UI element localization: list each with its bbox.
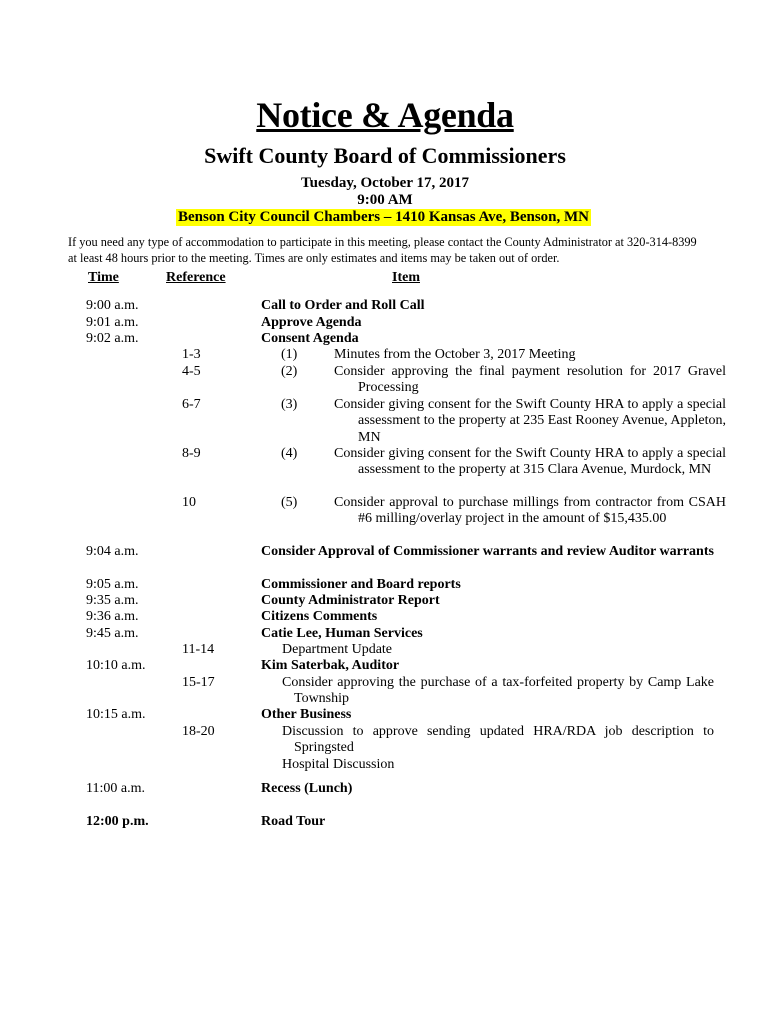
subitem-text: Department Update (282, 642, 393, 657)
meeting-location: Benson City Council Chambers – 1410 Kansas Ave, Benson, MN (178, 209, 590, 225)
agenda-time: 10:10 a.m. (86, 658, 146, 673)
reference-pages: 4-5 (182, 364, 201, 379)
reference-pages: 18-20 (182, 724, 215, 739)
column-header-item: Item (392, 270, 420, 285)
subitem-text: Consider giving consent for the Swift County HRA to apply a special assessment to the property at 315 Clara Avenue, Murdock, MN (334, 446, 726, 478)
subitem-text: Consider giving consent for the Swift County HRA to apply a special assessment to the property at 235 East Rooney Avenue, Appleton, MN (334, 397, 726, 445)
agenda-item: Citizens Comments (261, 609, 378, 624)
agenda-item: Call to Order and Roll Call (261, 298, 425, 313)
subitem-text: Hospital Discussion (282, 757, 395, 772)
reference-pages: 10 (182, 495, 196, 510)
board-name: Swift County Board of Commissioners (204, 143, 566, 168)
column-header-time: Time (88, 270, 119, 285)
subitem-text: Consider approval to purchase millings from contractor from CSAH #6 milling/overlay project in the amount of $15,435.00 (334, 495, 726, 527)
subitem-number: (1) (281, 347, 298, 362)
reference-pages: 15-17 (182, 675, 215, 690)
agenda-time: 12:00 p.m. (86, 814, 149, 829)
agenda-time: 9:36 a.m. (86, 609, 139, 624)
agenda-time: 9:05 a.m. (86, 577, 139, 592)
accommodation-notice: If you need any type of accommodation to participate in this meeting, please contact the County Administrator at 320-314-8399 at least 48 hours prior to the meeting. Times are only estimates and items may be taken out of order. (68, 235, 697, 265)
column-header-reference: Reference (166, 270, 226, 285)
subitem-text: Discussion to approve sending updated HRA/RDA job description to Springsted (282, 724, 714, 756)
agenda-item: Recess (Lunch) (261, 781, 353, 796)
reference-pages: 11-14 (182, 642, 215, 657)
agenda-item: Commissioner and Board reports (261, 577, 461, 592)
agenda-time: 9:00 a.m. (86, 298, 139, 313)
agenda-item: Consider Approval of Commissioner warrants and review Auditor warrants (261, 544, 714, 559)
subitem-number: (5) (281, 495, 298, 510)
subitem-text: Consider approving the final payment resolution for 2017 Gravel Processing (334, 364, 726, 396)
agenda-time: 11:00 a.m. (86, 781, 145, 796)
agenda-time: 10:15 a.m. (86, 707, 146, 722)
subitem-number: (3) (281, 397, 298, 412)
agenda-time: 9:45 a.m. (86, 626, 139, 641)
reference-pages: 6-7 (182, 397, 201, 412)
agenda-item: Road Tour (261, 814, 326, 829)
reference-pages: 8-9 (182, 446, 201, 461)
page-title: Notice & Agenda (256, 95, 514, 135)
subitem-text: Consider approving the purchase of a tax-forfeited property by Camp Lake Township (282, 675, 714, 707)
subitem-number: (4) (281, 446, 298, 461)
agenda-time: 9:02 a.m. (86, 331, 139, 346)
subitem-text: Minutes from the October 3, 2017 Meeting (334, 347, 576, 362)
agenda-time: 9:35 a.m. (86, 593, 139, 608)
agenda-item: Other Business (261, 707, 352, 722)
meeting-time: 9:00 AM (357, 192, 413, 208)
agenda-item: Approve Agenda (261, 315, 362, 330)
agenda-item: County Administrator Report (261, 593, 440, 608)
agenda-item: Consent Agenda (261, 331, 359, 346)
reference-pages: 1-3 (182, 347, 201, 362)
meeting-date: Tuesday, October 17, 2017 (301, 175, 469, 191)
agenda-item: Kim Saterbak, Auditor (261, 658, 400, 673)
agenda-time: 9:04 a.m. (86, 544, 139, 559)
agenda-item: Catie Lee, Human Services (261, 626, 423, 641)
agenda-time: 9:01 a.m. (86, 315, 139, 330)
subitem-number: (2) (281, 364, 298, 379)
